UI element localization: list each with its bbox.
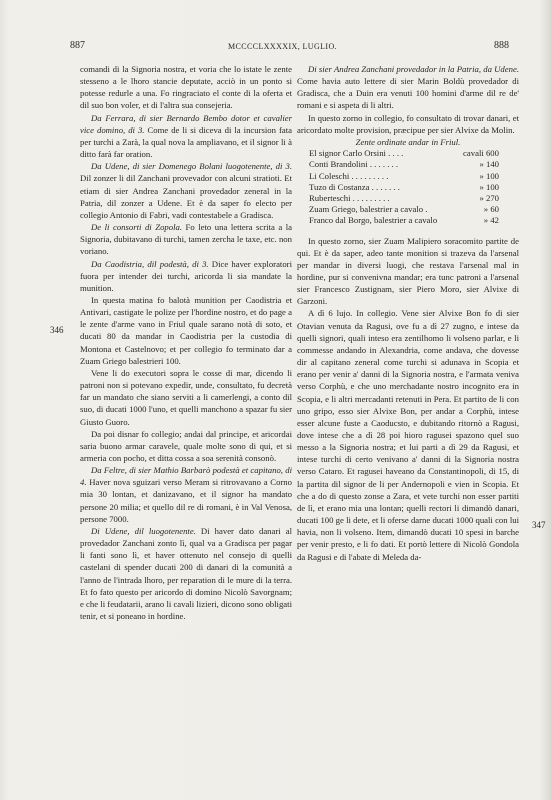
paragraph	[297, 307, 519, 562]
roster-row	[309, 204, 499, 215]
paragraph-heading: Di sier Andrea Zanchani provedador in la Patria, da Udene.	[308, 64, 519, 74]
roster-name: Tuzo di Costanza . . . . . . .	[309, 181, 400, 192]
paragraph-text: A dì 6 lujo. In collegio. Vene sier Alvixe Bon fo di sier Otavian venuta da Ragusi, ove fu a dì 27 zugno, e intese da quelli signori, quali inteso era zentilhomo li volseno parlar, e li commesse andando in Alexandria, come andava, che dovesse dir al capitano zeneral come turchi si adunava in Scopia et erano per venir a' danni di la Signoria nostra, e l'armata veniva verso Corphù, e che uno merchadante nostro incognito era in Scopia, e li altri mercadanti retenuti in Pera. Et partito de li con uno gripo, esso sier Alvixe Bon, per andar a Corphù, intese esser alcune fuste a Caoducsto, e dubitando ritornò a Ragusi, dove intese che a dì 28 poi hioro ragusei spazono quel suo messo a la Signoria nostra; et lui parti a dì 29 da Ragusi, et intese turchi di certo venivano a' danni di la Signoria nostra verso Cataro. Et ragusei haveano da Constantinopoli, di 15, di la partita dil signor de li per Andernopoli e vien in Scopia. Et che a do di questo zonse a Zara, et vete turchi non esser partiti de lì, et erano mia una lontan; quelli rectori li dimandò danari, ducati 100 ge li dete, et li oferse darne ducati 1000 quali con lui havia, non li volseno. Item, dimandò ducati 10 spesi in barche per venir presto, e li fo dati. Et portò lettere di Nicolò Gondola da Ragusi e di l'abate di Meleda da-	[297, 308, 519, 562]
roster-quantity: » 270	[479, 192, 499, 203]
paragraph-text: Dil zonzer li dil Zanchani provevador con alcuni stratioti. Et etiam di sier Andrea Zanchani provedador zeneral in la Patria, dil zonzer a Udene. Et è da saper fo electo per collegio Antonio di Fabri, vadi contestabele a Gradisca.	[80, 173, 292, 220]
paragraph-text: In questo zorno, sier Zuam Malipiero soracomito partite de qui. Et è da saper, adeo tante monition si trazeva da l'arsenal per mandar in diversi luogi, che restava l'arsenal mal in hordine, pur si convenivna mandar; era tunc patroni a l'arsenal sier Francesco Zustignam, sier Piero Moro, sier Alvixe di Garzoni.	[297, 235, 519, 307]
paragraph	[80, 428, 292, 464]
margin-number-left: 346	[50, 325, 64, 335]
roster-quantity: » 100	[479, 170, 499, 181]
roster-quantity: » 100	[479, 181, 499, 192]
paragraph	[80, 112, 292, 161]
roster-title: Zente ordinate andar in Friul.	[355, 136, 461, 147]
right-column-top	[297, 63, 519, 136]
paragraph-text: Come de li si diceva di la incursion fata per turchi a Zarà, la qual nova la ampliavano, et il signor li à ditto farà far oration.	[80, 124, 292, 160]
paragraph-heading: De li consorti di Zopola.	[91, 222, 183, 233]
left-text-column	[80, 63, 292, 622]
paragraph-heading: Da Feltre, di sier Mathio Barbarò podestà et capitano, di 4.	[80, 465, 292, 488]
paragraph-text: In questa matina fo balotà munition per Caodistria et Antivari, castigate le polize per l'hordine nostro, et do page a le zente d'arme vano in Friul quale sarano notà di soto, et ducati 80 da mandar in Caodistria per la custodia di Montona et Castelnovo; et per collegio fo terminato dar a Zuam Griego balestrieri 100.	[80, 294, 292, 366]
paragraph	[80, 160, 292, 221]
right-column-bottom	[297, 235, 519, 563]
roster-row	[309, 193, 499, 204]
paragraph-heading: Da Caodistria, dil podestà, di 3.	[91, 258, 209, 269]
paragraph-text: Haver nova sguizari verso Meram si ritrovavano a Corno mia 30 lontan, et danizavano, et il signor ha mandato persone 20 milia; et quello dil re di romani, è in Val Venosa, persone 7000.	[80, 477, 292, 524]
paragraph-heading: Da Ferrara, di sier Bernardo Bembo dotor et cavalier vice domino, di 3.	[80, 112, 292, 135]
roster-name: Ruberteschi . . . . . . . . .	[309, 192, 390, 203]
paragraph	[80, 221, 292, 257]
paragraph-text: comandi di la Signoria nostra, et voria che lo istate le zente stesseno a le lhoro stancie deputate, acciò in un ponto si potesse redurle a una. Fo ringraciato el conte di la oferta et dil suo bon voler, et di l'altra sua consejeria.	[80, 64, 292, 111]
paragraph-text: Come havia auto lettere di sier Marin Boldù provedador di Gradisca, che a Duin era venuti 100 homini d'arme dil re de' romani e si aspeta di li altri.	[297, 76, 519, 111]
paragraph-text: Da poi disnar fo collegio; andai dal principe, et aricordai saria buono armar caravele, quale molte sono di qui, et si armeria con pocho, et ditta cossa a soa serenità consonò.	[80, 428, 292, 463]
roster-row	[309, 215, 499, 226]
paragraph	[80, 367, 292, 428]
paragraph-text: Vene li do executori sopra le cosse di mar, dicendo li patroni non si potevano expedir, unde, consultato, fu decretà far un mandato che siano serviti a li camerlengi, a conto dil suo, di ducati 1000 l'uno, et quelli manchono a spazar fu sier Giusto Guoro.	[80, 367, 292, 427]
paragraph-text: Dice haver exploratori fuora per intender dei turchi, aricorda li sia mandate la munition.	[80, 258, 292, 293]
troop-roster	[309, 148, 499, 226]
paragraph-heading: Da Udene, di sier Domenego Bolani luogotenente, di 3.	[91, 161, 292, 172]
paragraph	[297, 112, 519, 136]
paragraph	[80, 294, 292, 367]
paragraph-text: Fo leto una lettera scrita a la Signoria, dubitavano di turchi, tamen zercha le taxe, etc. non voriano.	[80, 222, 292, 257]
roster-quantity: » 42	[483, 215, 499, 226]
paragraph-text: Di haver dato danari al provedador Zanchani zonto lì, qual va a Gradisca per pagar li fanti sono lì, et haver ottenuto nel consejo di quelli castelani di spender ducati 200 di danari di la comunità a l'anno de l'intrada lhoro, per reparation di le mure di la terra. Et fo fato questo per aricordo di domino Nicolò Savorgnam; e che li feudatarii, arano li cavali lizieri, dicono sono obligati tenir, et si poneano in hordine.	[80, 525, 292, 622]
right-page-number: 888	[494, 40, 509, 51]
paragraph	[297, 235, 519, 308]
roster-name: Li Coleschi . . . . . . . . .	[309, 170, 389, 181]
roster-name: Zuam Griego, balestrier a cavalo .	[309, 204, 428, 215]
roster-name: Franco dal Borgo, balestrier a cavalo	[309, 215, 438, 226]
roster-row	[309, 148, 499, 159]
paragraph	[80, 464, 292, 525]
paragraph	[80, 525, 292, 622]
roster-quantity: cavali 600	[463, 148, 499, 159]
roster-row	[309, 159, 499, 170]
paragraph	[297, 63, 519, 112]
roster-row	[309, 171, 499, 182]
paragraph	[80, 63, 292, 112]
margin-number-right: 347	[532, 520, 546, 530]
roster-name: Conti Brandolini . . . . . . .	[309, 159, 399, 170]
paragraph-heading: Di Udene, dil luogotenente.	[91, 525, 196, 536]
left-page-number: 887	[70, 40, 85, 51]
paragraph-text: In questo zorno in collegio, fo consultato di trovar danari, et aricordato molte provision, præcipue per sier Alvixe da Molin.	[297, 112, 519, 135]
paragraph	[80, 258, 292, 294]
right-text-column	[297, 63, 519, 563]
roster-name: El signor Carlo Orsini . . . .	[309, 148, 404, 159]
running-header: MCCCCLXXXXIX, LUGLIO.	[228, 42, 338, 51]
roster-quantity: » 60	[483, 204, 499, 215]
roster-row	[309, 182, 499, 193]
roster-quantity: » 140	[479, 159, 499, 170]
